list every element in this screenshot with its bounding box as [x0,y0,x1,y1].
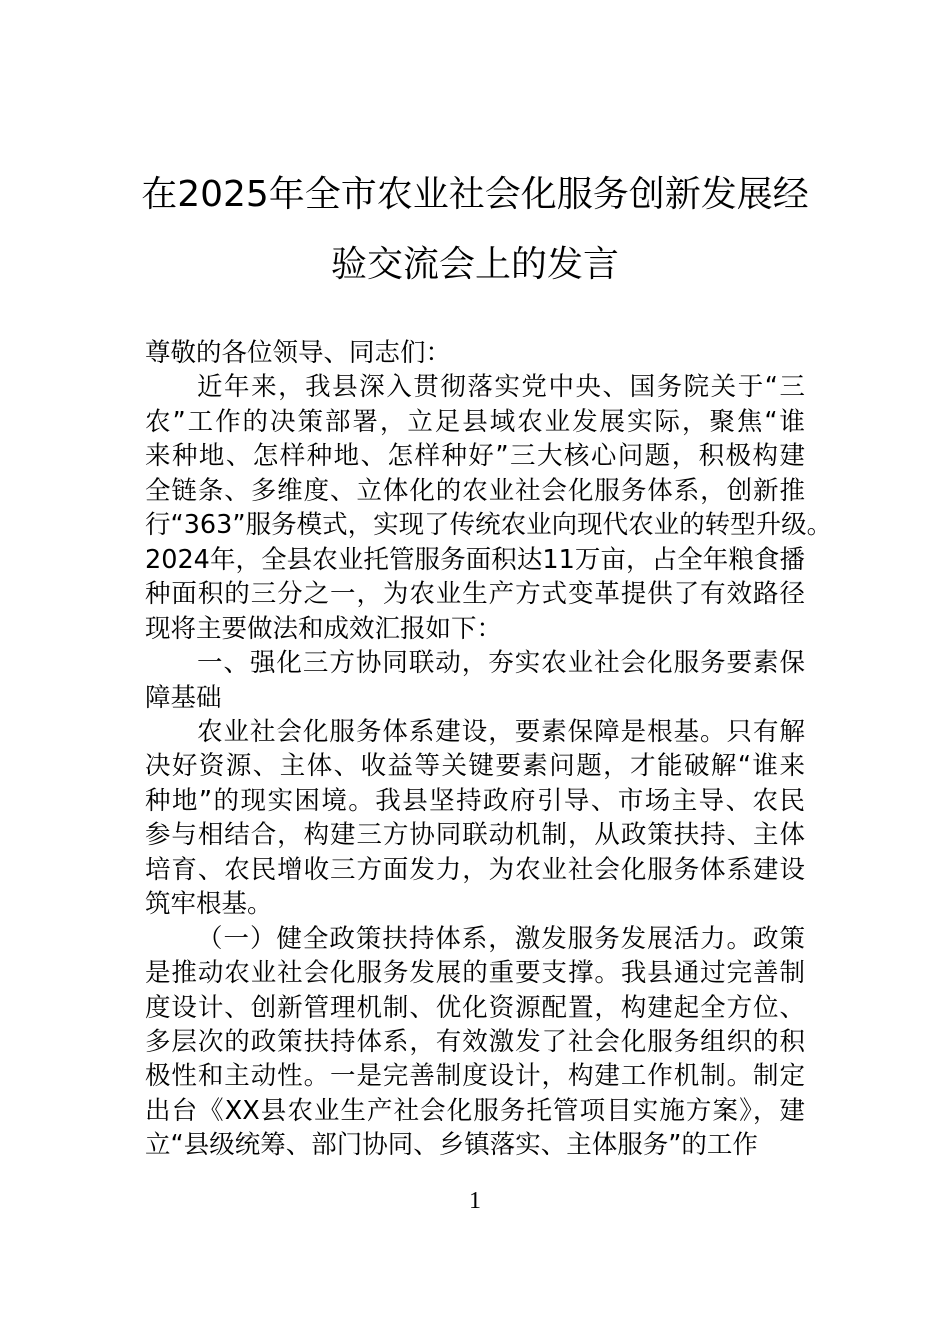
paragraph-line: 行“363”服务模式，实现了传统农业向现代农业的转型升级。 [145,510,833,541]
paragraph-line: 立“县级统筹、部门协同、乡镇落实、主体服务”的工作 [145,1130,758,1161]
paragraph-line: 来种地、怎样种地、怎样种好”三大核心问题，积极构建 [145,441,805,472]
paragraph-line: 种地”的现实困境。我县坚持政府引导、市场主导、农民 [145,785,805,816]
paragraph-line: 全链条、多维度、立体化的农业社会化服务体系，创新推 [145,475,805,506]
section-heading-line: 障基础 [145,682,222,713]
paragraph-line: 参与相结合，构建三方协同联动机制，从政策扶持、主体 [145,820,805,851]
paragraph-line: 多层次的政策扶持体系，有效激发了社会化服务组织的积 [145,1027,805,1057]
paragraph-line: 是推动农业社会化服务发展的重要支撑。我县通过完善制 [145,958,805,989]
paragraph-line: （一）健全政策扶持体系，激发服务发展活力。政策 [197,923,805,954]
paragraph-line: 农业社会化服务体系建设，要素保障是根基。只有解 [197,716,805,747]
paragraph-line: 度设计、创新管理机制、优化资源配置，构建起全方位、 [145,992,805,1023]
salutation-line: 尊敬的各位领导、同志们： [145,338,452,368]
page-number: 1 [469,1188,481,1214]
paragraph-line: 农”工作的决策部署，立足县域农业发展实际，聚焦“谁 [145,406,805,437]
document-title-line-1: 在2025年全市农业社会化服务创新发展经 [141,174,809,215]
paragraph-line: 筑牢根基。 [145,889,273,920]
paragraph-line: 极性和主动性。一是完善制度设计，构建工作机制。制定 [145,1061,805,1092]
section-heading-line: 一、强化三方协同联动，夯实农业社会化服务要素保 [197,648,805,679]
paragraph-line: 决好资源、主体、收益等关键要素问题，才能破解“谁来 [145,751,805,782]
document-title-line-2: 验交流会上的发言 [330,244,619,285]
paragraph-line: 出台《XX县农业生产社会化服务托管项目实施方案》，建 [145,1095,805,1126]
paragraph-line: 种面积的三分之一，为农业生产方式变革提供了有效路径 [145,579,805,610]
paragraph-line: 近年来，我县深入贯彻落实党中央、国务院关于“三 [197,372,805,403]
paragraph-line: 现将主要做法和成效汇报如下： [145,613,503,644]
paragraph-line: 培育、农民增收三方面发力，为农业社会化服务体系建设 [145,854,805,885]
paragraph-line: 2024年，全县农业托管服务面积达11万亩，占全年粮食播 [145,544,805,575]
